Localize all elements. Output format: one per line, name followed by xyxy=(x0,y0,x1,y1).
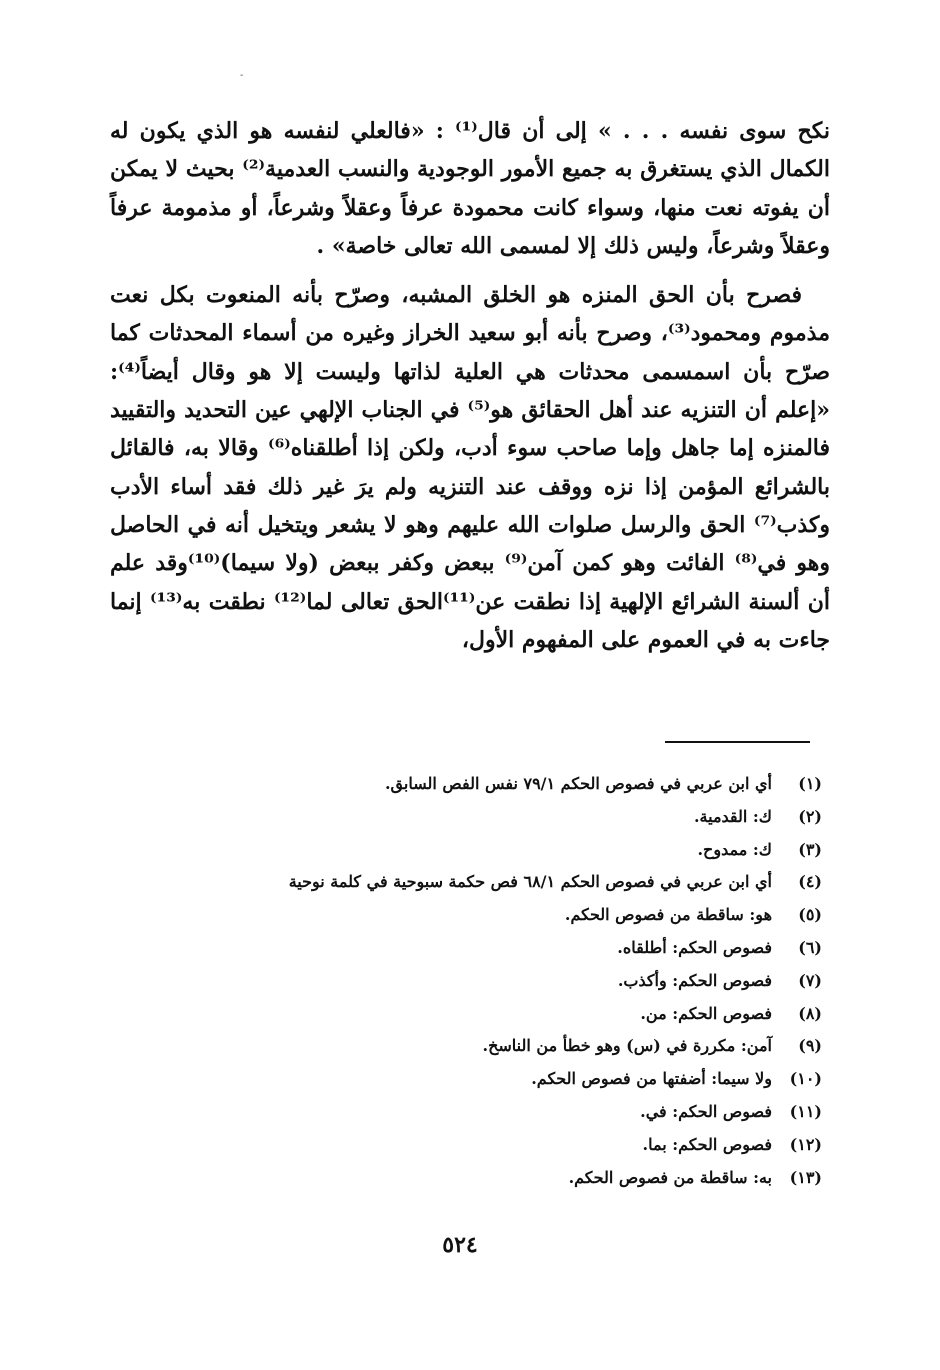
footnote-number: (١٠) xyxy=(789,1069,822,1089)
footnote-12 xyxy=(110,1129,830,1162)
footnote-9 xyxy=(110,1030,830,1063)
footnote-7 xyxy=(110,965,830,998)
footnote-text: فصوص الحكم: أطلقاه. xyxy=(617,937,772,957)
footnote-text: ك: القدمية. xyxy=(693,806,772,826)
footnotes xyxy=(110,768,830,1194)
footnote-number: (١٣) xyxy=(789,1167,822,1187)
footnote-6 xyxy=(110,932,830,965)
footnote-number: (١) xyxy=(798,774,822,793)
footnote-5 xyxy=(110,899,830,932)
main-text xyxy=(110,112,830,659)
footnote-number: (٣) xyxy=(798,839,822,859)
footnote-number: (٧) xyxy=(798,970,822,990)
footnote-number: (١٢) xyxy=(789,1134,822,1154)
footnote-10 xyxy=(110,1063,830,1096)
footnote-text: أي ابن عربي في فصوص الحكم ٧٩/١ نفس الفص السابق. xyxy=(384,774,772,793)
paragraph-2: فصرح بأن الحق المنزه هو الخلق المشبه، وصرّح بأنه المنعوت بكل نعت مذموم ومحمود⁽³⁾، وصرح بأنه أبو سعيد الخراز وغيره من أسماء المحدثات كما صرّح بأن اسمسمى محدثات هي العلية لذاتها وليست إلا هو وقال أيضاً⁽⁴⁾: «إعلم أن التنزيه عند أهل الحقائق هو⁽⁵⁾ في الجناب الإلهي عين التحديد والتقييد فالمنزه إما جاهل وإما صاحب سوء أدب، ولكن إذا أطلقناه⁽⁶⁾ وقالا به، فالقائل بالشرائع المؤمن إذا نزه ووقف عند التنزيه ولم يرَ غير ذلك فقد أساء الأدب وكذب⁽⁷⁾ الحق والرسل صلوات الله عليهم وهو لا يشعر ويتخيل أنه في الحاصل وهو في⁽⁸⁾ الفائت وهو كمن آمن⁽⁹⁾ ببعض وكفر ببعض (ولا سيما)⁽¹⁰⁾وقد علم أن ألسنة الشرائع الإلهية إذا نطقت عن⁽¹¹⁾الحق تعالى لما⁽¹²⁾ نطقت به⁽¹³⁾ إنما جاءت به في العموم على المفهوم الأول، xyxy=(110,282,831,653)
footnote-text: أي ابن عربي في فصوص الحكم ٦٨/١ فص حكمة سبوحية في كلمة نوحية xyxy=(288,872,772,892)
page-number: ٥٢٤ xyxy=(442,1232,478,1258)
footnote-number: (٩) xyxy=(798,1036,822,1056)
footnote-text: هو: ساقطة من فصوص الحكم. xyxy=(564,905,772,925)
footnote-text: ولا سيما: أضفتها من فصوص الحكم. xyxy=(531,1069,772,1089)
footnote-number: (٢) xyxy=(798,806,822,826)
footnote-text: فصوص الحكم: وأكذب. xyxy=(617,970,772,990)
footnote-number: (١١) xyxy=(789,1101,822,1121)
footnote-2 xyxy=(110,801,830,834)
footnote-text: به: ساقطة من فصوص الحكم. xyxy=(568,1167,772,1187)
footnote-number: (٤) xyxy=(798,872,822,892)
footnote-13 xyxy=(110,1162,830,1195)
paragraph-1: نكح سوى نفسه . . . » إلى أن قال⁽¹⁾ : «فالعلي لنفسه هو الذي يكون له الكمال الذي يستغرق به جميع الأمور الوجودية والنسب العدمية⁽²⁾ بحيث لا يمكن أن يفوته نعت منها، وسواء كانت محمودة عرفاً وعقلاً وشرعاً، أو مذمومة عرفاً وعقلاً وشرعاً، وليس ذلك إلا لمسمى الله تعالى خاصة» . xyxy=(110,118,830,259)
footnote-3 xyxy=(110,834,830,867)
footnote-4 xyxy=(110,866,830,899)
footnote-text: فصوص الحكم: بما. xyxy=(642,1134,772,1154)
footnote-11 xyxy=(110,1096,830,1129)
footnote-separator xyxy=(665,741,810,743)
footnote-text: فصوص الحكم: في. xyxy=(640,1101,772,1121)
footnote-number: (٥) xyxy=(798,905,822,925)
footnote-number: (٦) xyxy=(798,937,822,957)
footnote-8 xyxy=(110,998,830,1031)
footnote-text: فصوص الحكم: من. xyxy=(640,1003,772,1023)
scan-mark: - xyxy=(240,70,244,81)
footnote-text: آمن: مكررة في (س) وهو خطأ من الناسخ. xyxy=(482,1036,772,1056)
footnote-number: (٨) xyxy=(798,1003,822,1023)
footnote-text: ك: ممدوح. xyxy=(697,839,772,859)
footnote-1 xyxy=(110,768,830,801)
